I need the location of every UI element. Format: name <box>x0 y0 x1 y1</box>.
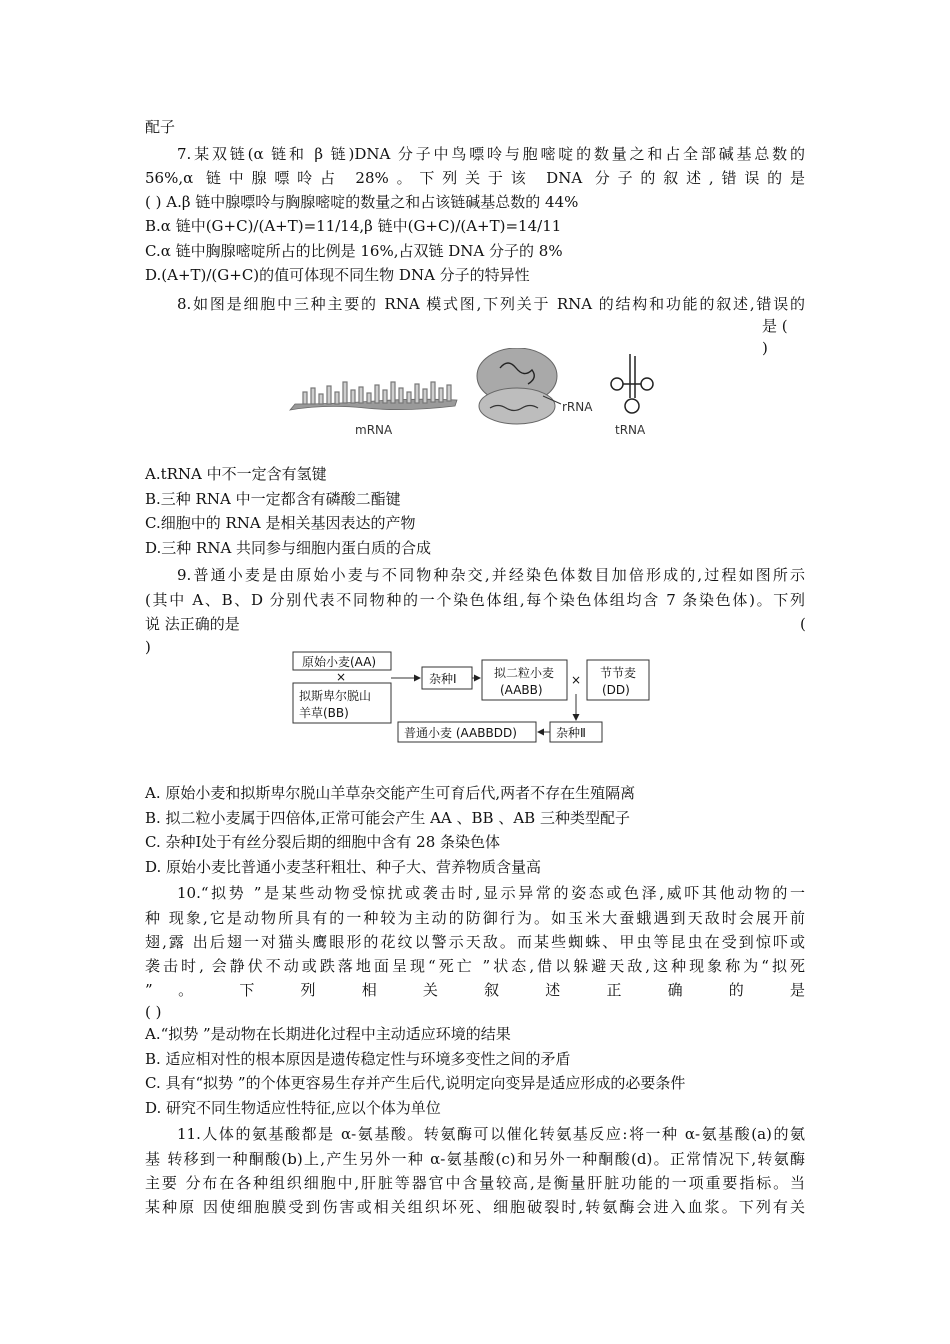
box-hybrid-2: 杂种Ⅱ <box>556 726 586 740</box>
box-jiejie-line1: 节节麦 <box>600 666 637 680</box>
box-original-wheat: 原始小麦(AA) <box>302 655 377 669</box>
q9-stem-line2: (其中 A、B、D 分别代表不同物种的一个染色体组,每个染色体组均含 7 条染色体)。下列 <box>145 591 805 609</box>
box-emmer-line1: 拟二粒小麦 <box>494 666 555 680</box>
q9-option-d: D. 原始小麦比普通小麦茎秆粗壮、种子大、营养物质含量高 <box>145 858 542 876</box>
q9-stem-paren-open: ( <box>800 615 806 633</box>
trna-diagram <box>611 354 653 413</box>
q7-option-d: D.(A+T)/(G+C)的值可体现不同生物 DNA 分子的特异性 <box>145 266 530 284</box>
q9-option-a: A. 原始小麦和拟斯卑尔脱山羊草杂交能产生可育后代,两者不存在生殖隔离 <box>145 784 636 802</box>
q11-stem-line1: 11.人体的氨基酸都是 α-氨基酸。转氨酶可以催化转氨基反应:将一种 α-氨基酸(a)的氨 <box>177 1125 805 1143</box>
q11-stem-line2: 基 转移到一种酮酸(b)上,产生另外一种 α-氨基酸(c)和另外一种酮酸(d)。正常情况下,转氨酶 <box>145 1150 805 1168</box>
q8-option-a: A.tRNA 中不一定含有氢键 <box>145 465 327 483</box>
q9-stem-paren-close: ) <box>145 638 151 656</box>
q9-option-c: C. 杂种Ⅰ处于有丝分裂后期的细胞中含有 28 条染色体 <box>145 833 501 851</box>
label-mrna: mRNA <box>355 423 393 437</box>
q7-option-b: B.α 链中(G+C)/(A+T)=11/14,β 链中(G+C)/(A+T)=14/11 <box>145 217 562 235</box>
q7-option-a: ( ) A.β 链中腺嘌呤与胸腺嘧啶的数量之和占该链碱基总数的 44% <box>145 193 579 211</box>
q8-stem-line3: ) <box>762 339 768 357</box>
box-goatgrass-line2: 羊草(BB) <box>299 706 349 720</box>
label-trna: tRNA <box>615 423 646 437</box>
cross-symbol-2: × <box>571 673 582 687</box>
q10-stem-line1: 10.“拟势 ”是某些动物受惊扰或袭击时,显示异常的姿态或色泽,威吓其他动物的一 <box>177 884 805 902</box>
box-hybrid-1: 杂种Ⅰ <box>429 672 457 686</box>
q7-option-c: C.α 链中胸腺嘧啶所占的比例是 16%,占双链 DNA 分子的 8% <box>145 242 563 260</box>
mrna-diagram <box>290 382 457 437</box>
q8-stem-line2: 是 ( <box>762 317 788 335</box>
q8-stem-line1: 8.如图是细胞中三种主要的 RNA 模式图,下列关于 RNA 的结构和功能的叙述,错误的 <box>177 295 805 313</box>
box-goatgrass-line1: 拟斯卑尔脱山 <box>299 689 372 703</box>
wheat-breeding-diagram <box>290 650 665 745</box>
box-jiejie-line2: (DD) <box>602 683 630 697</box>
q11-stem-line3: 主要 分布在各种组织细胞中,肝脏等器官中含量较高,是衡量肝脏功能的一项重要指标。当 <box>145 1174 805 1192</box>
q10-stem-paren: ( ) <box>145 1003 162 1021</box>
q8-option-b: B.三种 RNA 中一定都含有磷酸二酯键 <box>145 490 401 508</box>
q10-stem-line3: 翅,露 出后翅一对猫头鹰眼形的花纹以警示天敌。而某些蜘蛛、甲虫等昆虫在受到惊吓或 <box>145 933 805 951</box>
ribosome-diagram <box>477 348 593 424</box>
q10-stem-line4: 袭击时, 会静伏不动或跌落地面呈现“死亡 ”状态,借以躲避天敌,这种现象称为“拟死 <box>145 957 805 975</box>
q10-option-c: C. 具有“拟势 ”的个体更容易生存并产生后代,说明定向变异是适应形成的必要条件 <box>145 1074 686 1092</box>
q10-option-b: B. 适应相对性的根本原因是遗传稳定性与环境多变性之间的矛盾 <box>145 1050 571 1068</box>
q7-stem-line2: 56%,α 链中腺嘌呤占 28%。下列关于该 DNA 分子的叙述,错误的是 <box>145 169 805 187</box>
q10-option-d: D. 研究不同生物适应性特征,应以个体为单位 <box>145 1099 441 1117</box>
q8-option-d: D.三种 RNA 共同参与细胞内蛋白质的合成 <box>145 539 432 557</box>
label-rrna: rRNA <box>562 400 593 414</box>
cross-symbol-1: × <box>336 670 347 684</box>
prev-question-tail: 配子 <box>145 118 176 136</box>
box-emmer-line2: (AABB) <box>500 683 543 697</box>
q11-stem-line4: 某种原 因使细胞膜受到伤害或相关组织坏死、细胞破裂时,转氨酶会进入血浆。下列有关 <box>145 1198 805 1216</box>
q9-stem-line1: 9.普通小麦是由原始小麦与不同物种杂交,并经染色体数目加倍形成的,过程如图所示 <box>177 566 805 584</box>
box-common-wheat: 普通小麦 (AABBDD) <box>404 726 517 740</box>
q10-option-a: A.“拟势 ”是动物在长期进化过程中主动适应环境的结果 <box>145 1025 511 1043</box>
q9-stem-line3: 说 法正确的是 <box>145 615 240 633</box>
q10-stem-line2: 种 现象,它是动物所具有的一种较为主动的防御行为。如玉米大蚕蛾遇到天敌时会展开前 <box>145 909 805 927</box>
q8-option-c: C.细胞中的 RNA 是相关基因表达的产物 <box>145 514 416 532</box>
rna-figure <box>285 348 675 443</box>
q7-stem-line1: 7.某双链(α 链和 β 链)DNA 分子中鸟嘌呤与胞嘧啶的数量之和占全部碱基总数的 <box>177 145 805 163</box>
q10-stem-line5: ” 。 下 列 相 关 叙 述 正 确 的 是 <box>145 981 805 999</box>
q9-option-b: B. 拟二粒小麦属于四倍体,正常可能会产生 AA 、BB 、AB 三种类型配子 <box>145 809 630 827</box>
